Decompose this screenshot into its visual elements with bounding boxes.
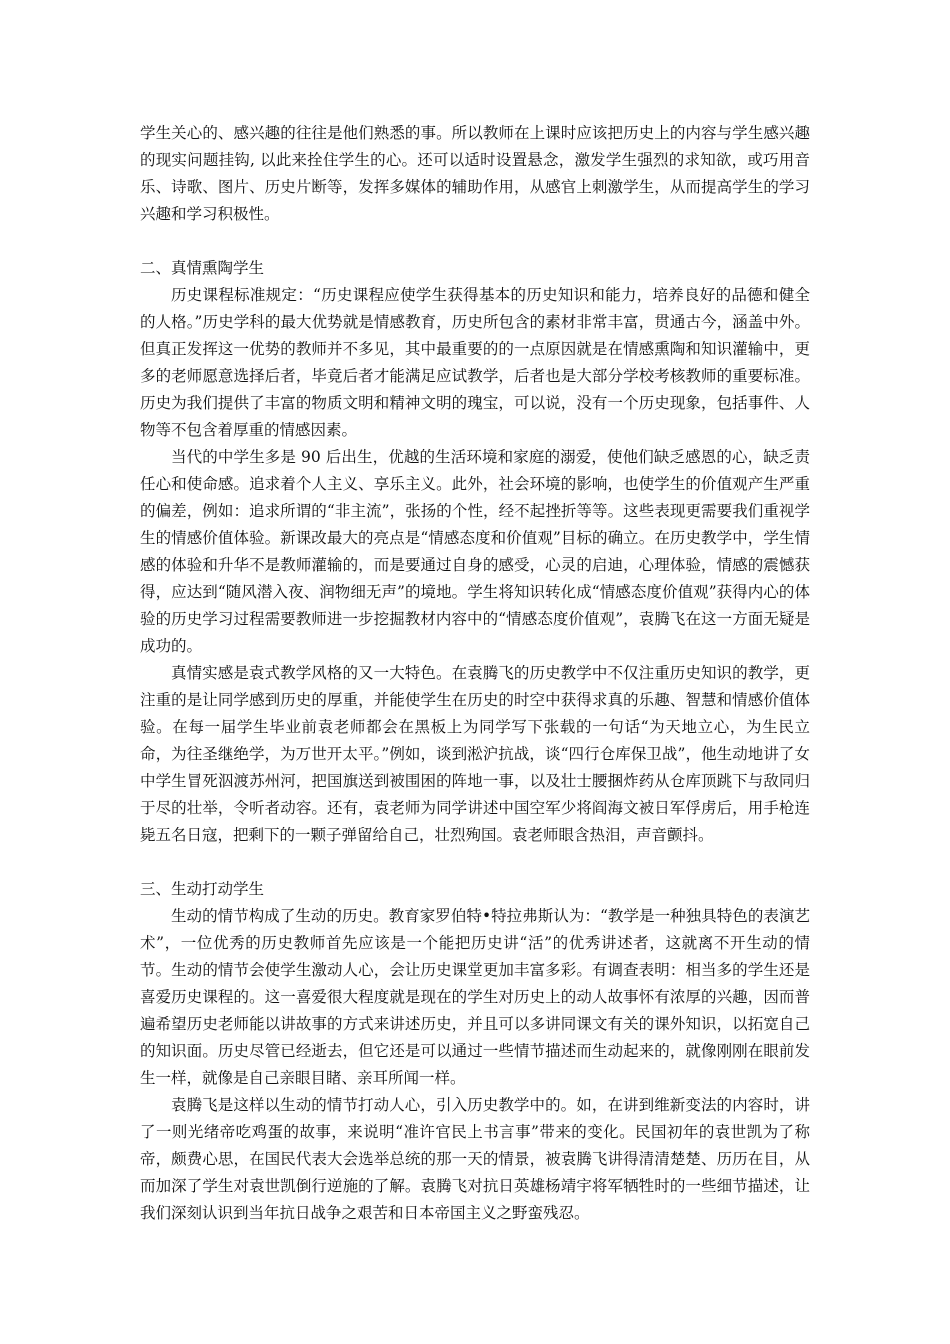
section-heading-2: 二、真情熏陶学生 <box>140 259 265 277</box>
section-2-paragraph-2: 当代的中学生多是 90 后出生，优越的生活环境和家庭的溺爱，使他们缺乏感恩的心，缺乏责任心和使命感。追求着个人主义、享乐主义。此外，社会环境的影响，也使学生的价值观产生严重的偏差，例如：追求所谓的“非主流”，张扬的个性，经不起挫折等等。这些表现更需要我们重视学生的情感价值体验。新课改最大的亮点是“情感态度和价值观”目标的确立。在历史教学中，学生情感的体验和升华不是教师灌输的，而是要通过自身的感受，心灵的启迪，心理体验，情感的震憾获得，应达到“随风潜入夜、润物细无声”的境地。学生将知识转化成“情感态度价值观”获得内心的体验的历史学习过程需要教师进一步挖掘教材内容中的“情感态度价值观”，袁腾飞在这一方面无疑是成功的。 <box>140 448 810 655</box>
spacer <box>140 228 810 255</box>
section-2-paragraph-1: 历史课程标准规定：“历史课程应使学生获得基本的历史知识和能力，培养良好的品德和健全的人格。”历史学科的最大优势就是情感教育，历史所包含的素材非常丰富，贯通古今，涵盖中外。但真正发挥这一优势的教师并不多见，其中最重要的的一点原因就是在情感熏陶和知识灌输中，更多的老师愿意选择后者，毕竟后者才能满足应试教学，后者也是大部分学校考核教师的重要标准。历史为我们提供了丰富的物质文明和精神文明的瑰宝，可以说，没有一个历史现象，包括事件、人物等不包含着厚重的情感因素。 <box>140 286 810 439</box>
section-2-paragraph-3: 真情实感是袁式教学风格的又一大特色。在袁腾飞的历史教学中不仅注重历史知识的教学，更注重的是让同学感到历史的厚重，并能使学生在历史的时空中获得求真的乐趣、智慧和情感价值体验。在每一届学生毕业前袁老师都会在黑板上为同学写下张载的一句话“为天地立心，为生民立命，为往圣继绝学，为万世开太平。”例如，谈到淞沪抗战，谈“四行仓库保卫战”，他生动地讲了女中学生冒死泅渡苏州河，把国旗送到被围困的阵地一事，以及壮士腰捆炸药从仓库顶跳下与敌同归于尽的壮举，令听者动容。还有，袁老师为同学讲述中国空军少将阎海文被日军俘虏后，用手枪连毙五名日寇，把剩下的一颗子弹留给自己，壮烈殉国。袁老师眼含热泪，声音颤抖。 <box>140 664 810 844</box>
spacer <box>140 849 810 876</box>
section-heading-3: 三、生动打动学生 <box>140 880 265 898</box>
section-3-paragraph-1: 生动的情节构成了生动的历史。教育家罗伯特•特拉弗斯认为：“教学是一种独具特色的表演艺术”，一位优秀的历史教师首先应该是一个能把历史讲“活”的优秀讲述者，这就离不开生动的情节。生动的情节会使学生激动人心，会让历史课堂更加丰富多彩。有调查表明：相当多的学生还是喜爱历史课程的。这一喜爱很大程度就是现在的学生对历史上的动人故事怀有浓厚的兴趣，因而普遍希望历史老师能以讲故事的方式来讲述历史，并且可以多讲同课文有关的课外知识，以拓宽自己的知识面。历史尽管已经逝去，但它还是可以通过一些情节描述而生动起来的，就像刚刚在眼前发生一样，就像是自己亲眼目睹、亲耳所闻一样。 <box>140 907 810 1087</box>
intro-paragraph: 学生关心的、感兴趣的往往是他们熟悉的事。所以教师在上课时应该把历史上的内容与学生感兴趣的现实问题挂钩, 以此来拴住学生的心。还可以适时设置悬念，激发学生强烈的求知欲，或巧用音乐、诗歌、图片、历史片断等，发挥多媒体的辅助作用，从感官上刺激学生，从而提高学生的学习兴趣和学习积极性。 <box>140 124 810 223</box>
section-3-paragraph-2: 袁腾飞是这样以生动的情节打动人心，引入历史教学中的。如，在讲到维新变法的内容时，讲了一则光绪帝吃鸡蛋的故事，来说明“准许官民上书言事”带来的变化。民国初年的袁世凯为了称帝，颇费心思，在国民代表大会选举总统的那一天的情景，被袁腾飞讲得清清楚楚、历历在目，从而加深了学生对袁世凯倒行逆施的了解。袁腾飞对抗日英雄杨靖宇将军牺牲时的一些细节描述，让我们深刻认识到当年抗日战争之艰苦和日本帝国主义之野蛮残忍。 <box>140 1096 810 1222</box>
document-body <box>140 120 810 1227</box>
